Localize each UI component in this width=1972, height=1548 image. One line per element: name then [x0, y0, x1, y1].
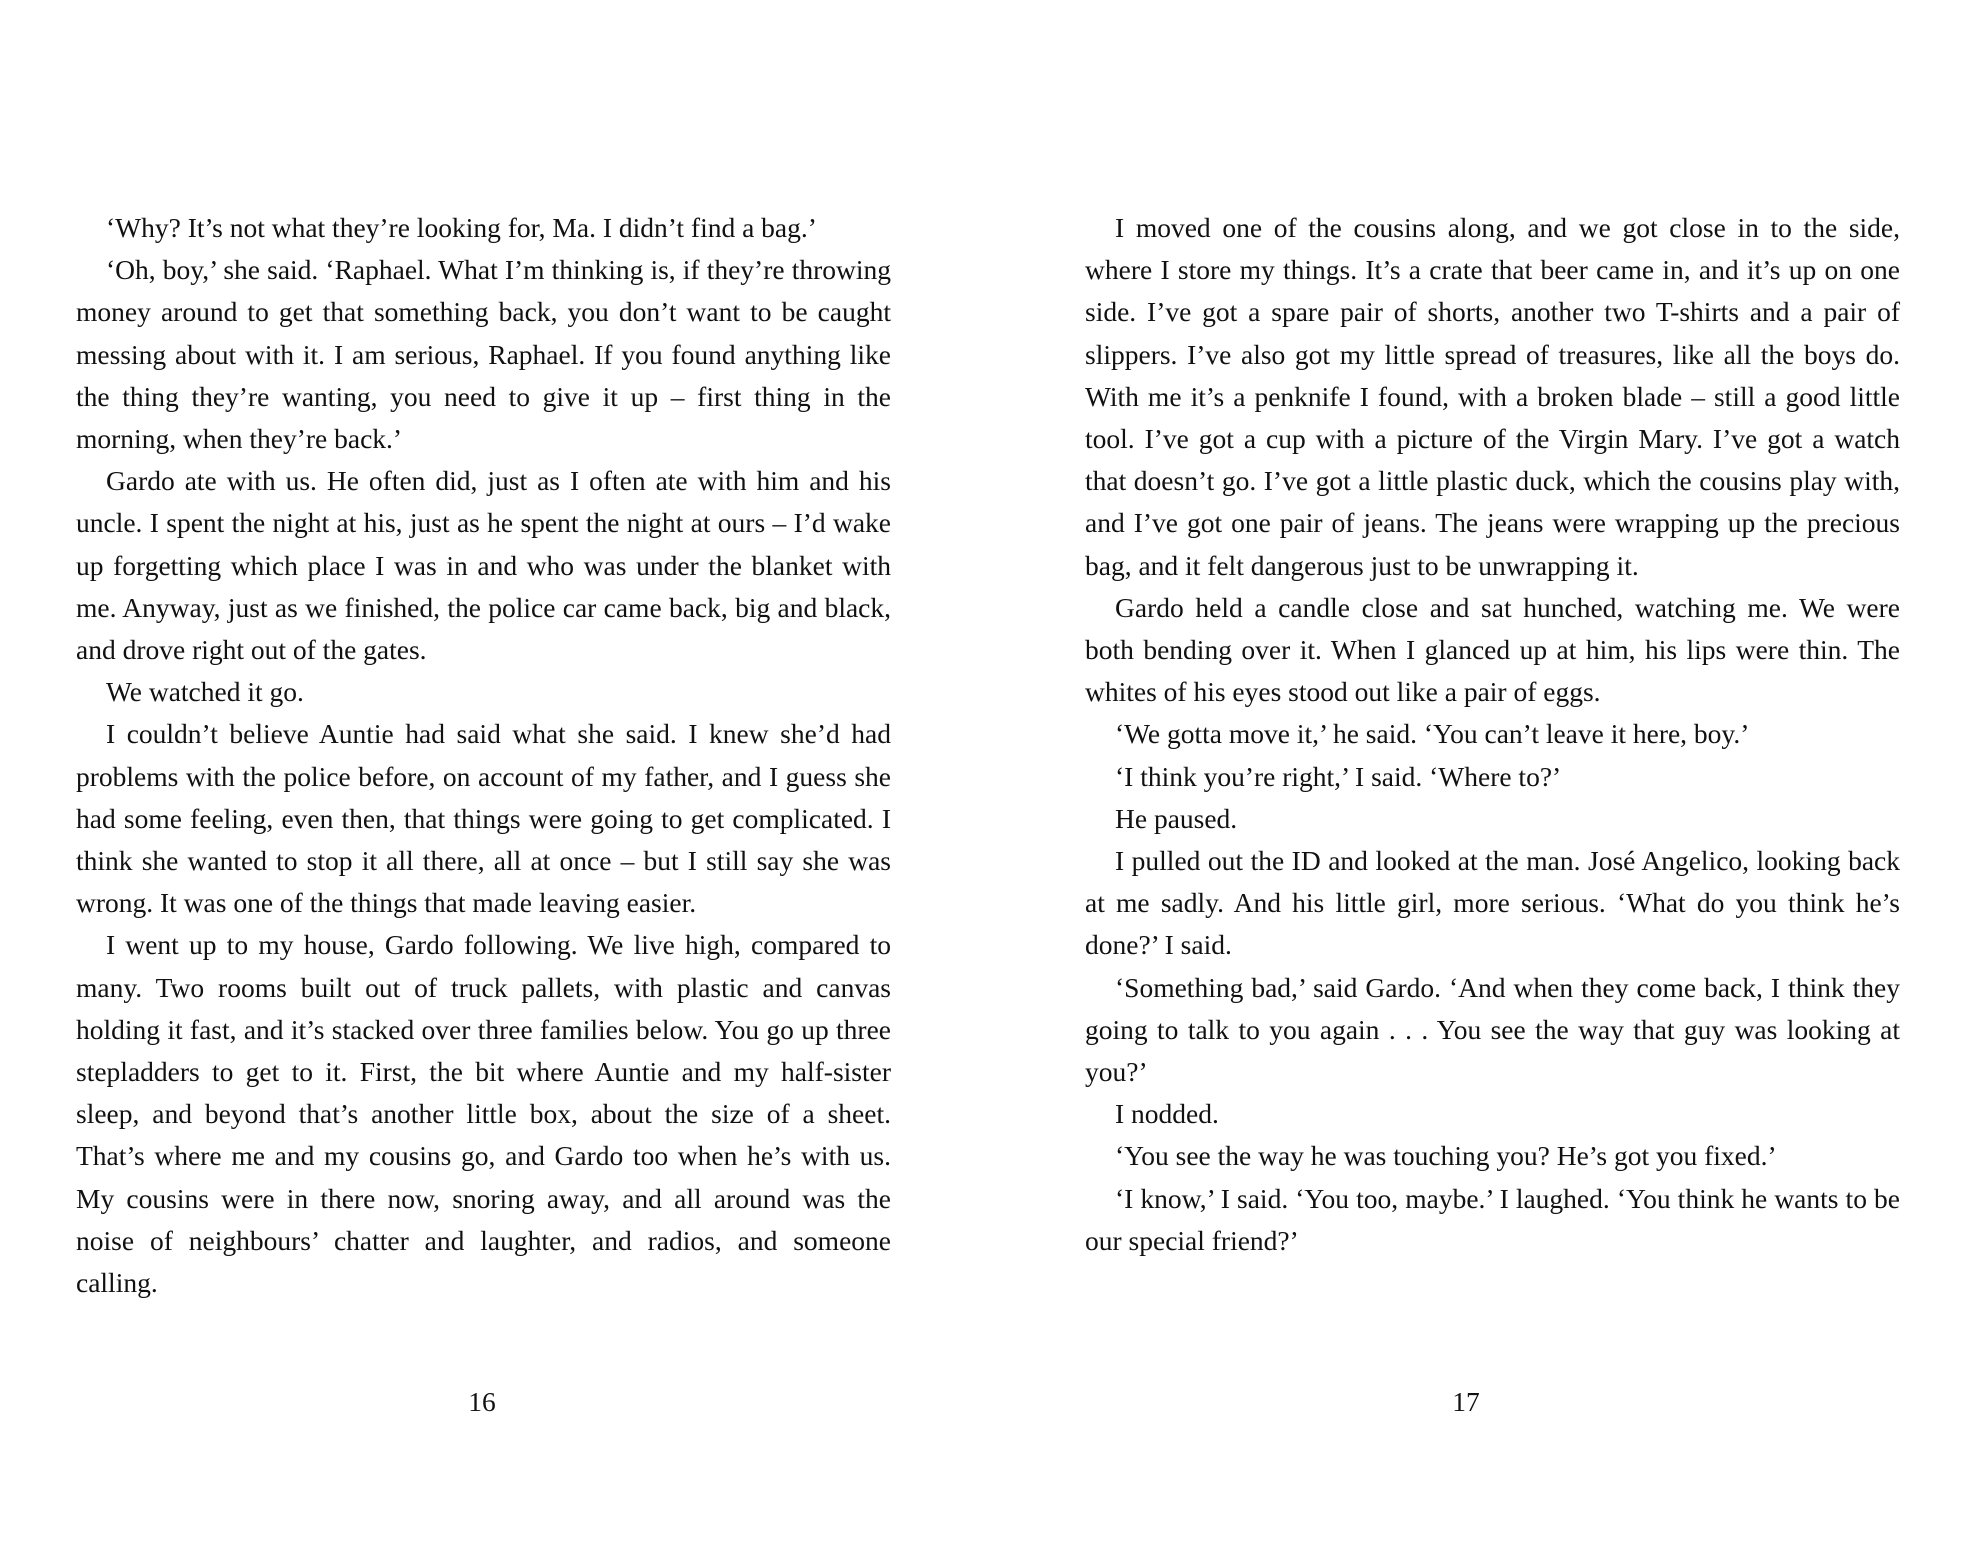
paragraph: I couldn’t believe Auntie had said what she said. I knew she’d had problems with the police before, on account of my father, and I guess she had some feeling, even then, that things were going to get complicated. I think she wanted to stop it all there, all at once – but I still say she was wrong. It was one of the things that made leaving easier.: [76, 718, 891, 919]
paragraph: He paused.: [1115, 802, 1238, 834]
page-number-left: 16: [468, 1386, 496, 1417]
paragraph: ‘We gotta move it,’ he said. ‘You can’t leave it here, boy.’: [1115, 718, 1750, 750]
paragraph: ‘I know,’ I said. ‘You too, maybe.’ I laughed. ‘You think he wants to be our special friend?’: [1085, 1182, 1900, 1256]
paragraph: I went up to my house, Gardo following. We live high, compared to many. Two rooms built out of truck pallets, with plastic and canvas holding it fast, and it’s stacked over three families below. You go up three stepladders to get to it. First, the bit where Auntie and my half-sister sleep, and beyond that’s another little box, about the size of a sheet. That’s where me and my cousins go, and Gardo too when he’s with us. My cousins were in there now, snoring away, and all around was the noise of neighbours’ chatter and laughter, and radios, and someone calling.: [76, 929, 891, 1299]
right-page: [986, 0, 1972, 1548]
paragraph: ‘I think you’re right,’ I said. ‘Where to?’: [1115, 760, 1562, 792]
paragraph: ‘You see the way he was touching you? He’s got you fixed.’: [1115, 1140, 1777, 1172]
left-page-text: [76, 207, 891, 1304]
page-number-right: 17: [1452, 1386, 1480, 1417]
paragraph: I moved one of the cousins along, and we got close in to the side, where I store my things. It’s a crate that beer came in, and it’s up on one side. I’ve got a spare pair of shorts, another two T-shirts and a pair of slippers. I’ve also got my little spread of treasures, like all the boys do. With me it’s a penknife I found, with a broken blade – still a good little tool. I’ve got a cup with a picture of the Virgin Mary. I’ve got a watch that doesn’t go. I’ve got a little plastic duck, which the cousins play with, and I’ve got one pair of jeans. The jeans were wrapping up the precious bag, and it felt dangerous just to be unwrapping it.: [1085, 212, 1900, 581]
paragraph: ‘Oh, boy,’ she said. ‘Raphael. What I’m thinking is, if they’re throwing money around to get that something back, you don’t want to be caught messing about with it. I am serious, Raphael. If you found anything like the thing they’re wanting, you need to give it up – first thing in the morning, when they’re back.’: [76, 254, 891, 455]
paragraph: ‘Why? It’s not what they’re looking for, Ma. I didn’t find a bag.’: [106, 212, 817, 243]
paragraph: I nodded.: [1115, 1098, 1219, 1130]
paragraph: Gardo ate with us. He often did, just as I often ate with him and his uncle. I spent the night at his, just as he spent the night at ours – I’d wake up forgetting which place I was in and who was under the blanket with me. Anyway, just as we finished, the police car came back, big and black, and drove right out of the gates.: [76, 465, 891, 666]
paragraph: Gardo held a candle close and sat hunched, watching me. We were both bending over it. When I glanced up at him, his lips were thin. The whites of his eyes stood out like a pair of eggs.: [1085, 591, 1900, 708]
paragraph: I pulled out the ID and looked at the man. José Angelico, looking back at me sadly. And his little girl, more serious. ‘What do you think he’s done?’ I said.: [1085, 845, 1900, 961]
right-page-text: [1085, 207, 1900, 1262]
paragraph: We watched it go.: [106, 676, 304, 708]
paragraph: ‘Something bad,’ said Gardo. ‘And when they come back, I think they going to talk to you again . . . You see the way that guy was looking at you?’: [1085, 971, 1900, 1088]
